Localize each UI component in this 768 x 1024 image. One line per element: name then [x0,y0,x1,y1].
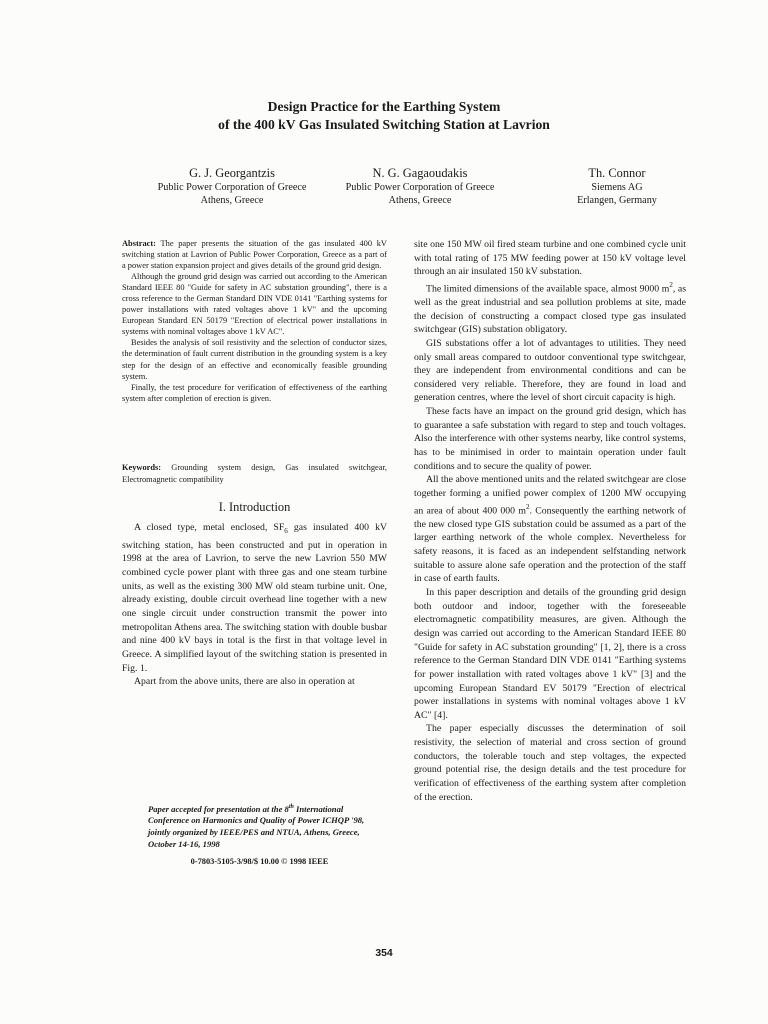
intro-paragraph: Apart from the above units, there are also in operation at [134,676,355,688]
footnote-text: Paper accepted for presentation at the 8 [148,803,289,814]
keywords-label: Keywords: [122,463,162,472]
keywords-text: Grounding system design, Gas insulated switchgear, Electromagnetic compatibility [122,463,387,484]
abstract-paragraph: Although the ground grid design was carried out according to the American Standard IEEE 80 "Guide for safety in AC substation grounding", there is a cross reference to the German Standard DIN VDE 0141 "Earthing systems for power installations with rated voltages above 1 kV" and the upcoming European Standard EN 50179 "Erection of electrical power installations in systems with nominal voltages above 1 kV AC". [122,272,387,337]
subscript: 6 [284,526,288,535]
right-column-body [414,238,686,804]
body-paragraph: GIS substations offer a lot of advantages to utilities. They need only small areas compared to outdoor conventional type switchgear, they are independent from environmental conditions and can be considered very reliable. Therefore, they are found in load and generation centres, where the level of short circuit capacity is high. [414,337,686,404]
abstract-label: Abstract: [122,239,156,248]
abstract-paragraph: Besides the analysis of soil resistivity and the selection of conductor sizes, the determination of fault current distribution in the grounding system is a key step for the design of an effective and economically feasible grounding system. [122,338,387,381]
author-1 [132,166,332,207]
page-number: 354 [375,948,393,959]
paper-title-line-2: of the 400 kV Gas Insulated Switching Station at Lavrion [218,117,550,132]
author-1-affiliation: Public Power Corporation of Greece [157,182,307,193]
superscript: th [288,804,294,810]
section-heading-introduction: I. Introduction [218,500,291,514]
intro-paragraph [122,521,387,675]
abstract-paragraph [122,238,387,271]
body-paragraph: These facts have an impact on the ground grid design, which has to guarantee a safe substation with regard to step and touch voltages. Also the interference with other systems nearby, like control systems, has to be minimised in order to maintain operation under fault conditions and to secure the quality of power. [414,406,686,472]
body-paragraph: In this paper description and details of the grounding grid design both outdoor and indoor, together with the foreseeable electromagnetic compatibility measures, are given. Although the design was carried out according to the American Standard IEEE 80 "Guide for safety in AC substation grounding" [1, 2], there is a cross reference to the German Standard DIN VDE 0141 "Earthing systems for power installation with rated voltages above 1 kV" [3] and the upcoming European Standard EV 50179 "Erection of electrical power installations in systems with nominal voltages above 1 kV AC" [4]. [414,586,686,721]
paper-title-line-1: Design Practice for the Earthing System [267,99,501,114]
body-text: The limited dimensions of the available space, almost 9000 m [426,283,670,295]
intro-text: gas insulated 400 kV switching station, has been constructed and put in operation in 1998 at the area of Lavrion, to serve the new Lavrion 550 MW combined cycle power plant with three gas and one steam turbine units, as well as the existing 300 MW old steam turbine unit. One, already existing, double circuit overhead line together with a new one single circuit under construction transmit the power into metropolitan Athens area. The switching station with double busbar and nine 400 kV bays in total is the first in that voltage level in Greece. A simplified layout of the switching station is presented in Fig. 1. [122,522,387,674]
author-2-name: N. G. Gagaoudakis [372,166,468,180]
abstract-text-1: The paper presents the situation of the gas insulated 400 kV switching station at Lavrion of Public Power Corporation, Greece as a part of a power station expansion project and gives details of the ground grid design. [122,239,387,271]
author-2-affiliation: Public Power Corporation of Greece [345,182,495,193]
author-3 [532,166,702,207]
footnote-text: International Conference on Harmonics and Quality of Power ICHQP '98, jointly organized by IEEE/PES and NTUA, Athens, Greece, October 14-16, 1998 [148,803,365,849]
body-paragraph [414,279,686,337]
author-2 [320,166,520,207]
body-paragraph: The paper especially discusses the determination of soil resistivity, the selection of material and cross section of ground conductors, the tolerable touch and step voltages, the expected ground potential rise, the design details and the test procedure for verification of effectiveness of the earthing system after completion of the erection. [414,723,686,803]
author-3-name: Th. Connor [588,166,646,180]
keywords [122,462,387,485]
body-paragraph [414,473,686,586]
conference-footnote [148,802,378,850]
abstract [122,238,387,404]
body-text: , as well as the great industrial and sea pollution problems at site, made the decision of constructing a compact closed type gas insulated switchgear (GIS) substation obligatory. [414,283,687,336]
author-1-location: Athens, Greece [200,195,264,206]
superscript: 2 [525,502,530,511]
author-3-affiliation: Siemens AG [591,182,643,193]
copyright-line: 0-7803-5105-3/98/$ 10.00 © 1998 IEEE [190,857,329,866]
intro-text: A closed type, metal enclosed, SF [134,522,285,533]
introduction-body [122,521,387,689]
body-text: . Consequently the earthing network of the new closed type GIS substation could be assumed as a part of the larger earthing network of the whole complex. Nevertheless for safety reasons, it is faced as an independent selfstanding network suitable to assure alone safe operation and the protection of the staff in case of earth faults. [414,504,686,585]
author-1-name: G. J. Georgantzis [189,166,275,180]
body-paragraph: site one 150 MW oil fired steam turbine and one combined cycle unit with total rating of 175 MW feeding power at 150 kV voltage level through an air insulated 150 kV substation. [414,239,686,278]
author-2-location: Athens, Greece [388,195,452,206]
body-text: All the above mentioned units and the related switchgear are close together forming a unified power complex of 1200 MW occupying an area of about 400 000 m [414,474,686,516]
abstract-paragraph: Finally, the test procedure for verification of effectiveness of the earthing system after completion of erection is given. [122,382,387,403]
superscript: 2 [669,280,673,289]
author-3-location: Erlangen, Germany [577,195,657,206]
